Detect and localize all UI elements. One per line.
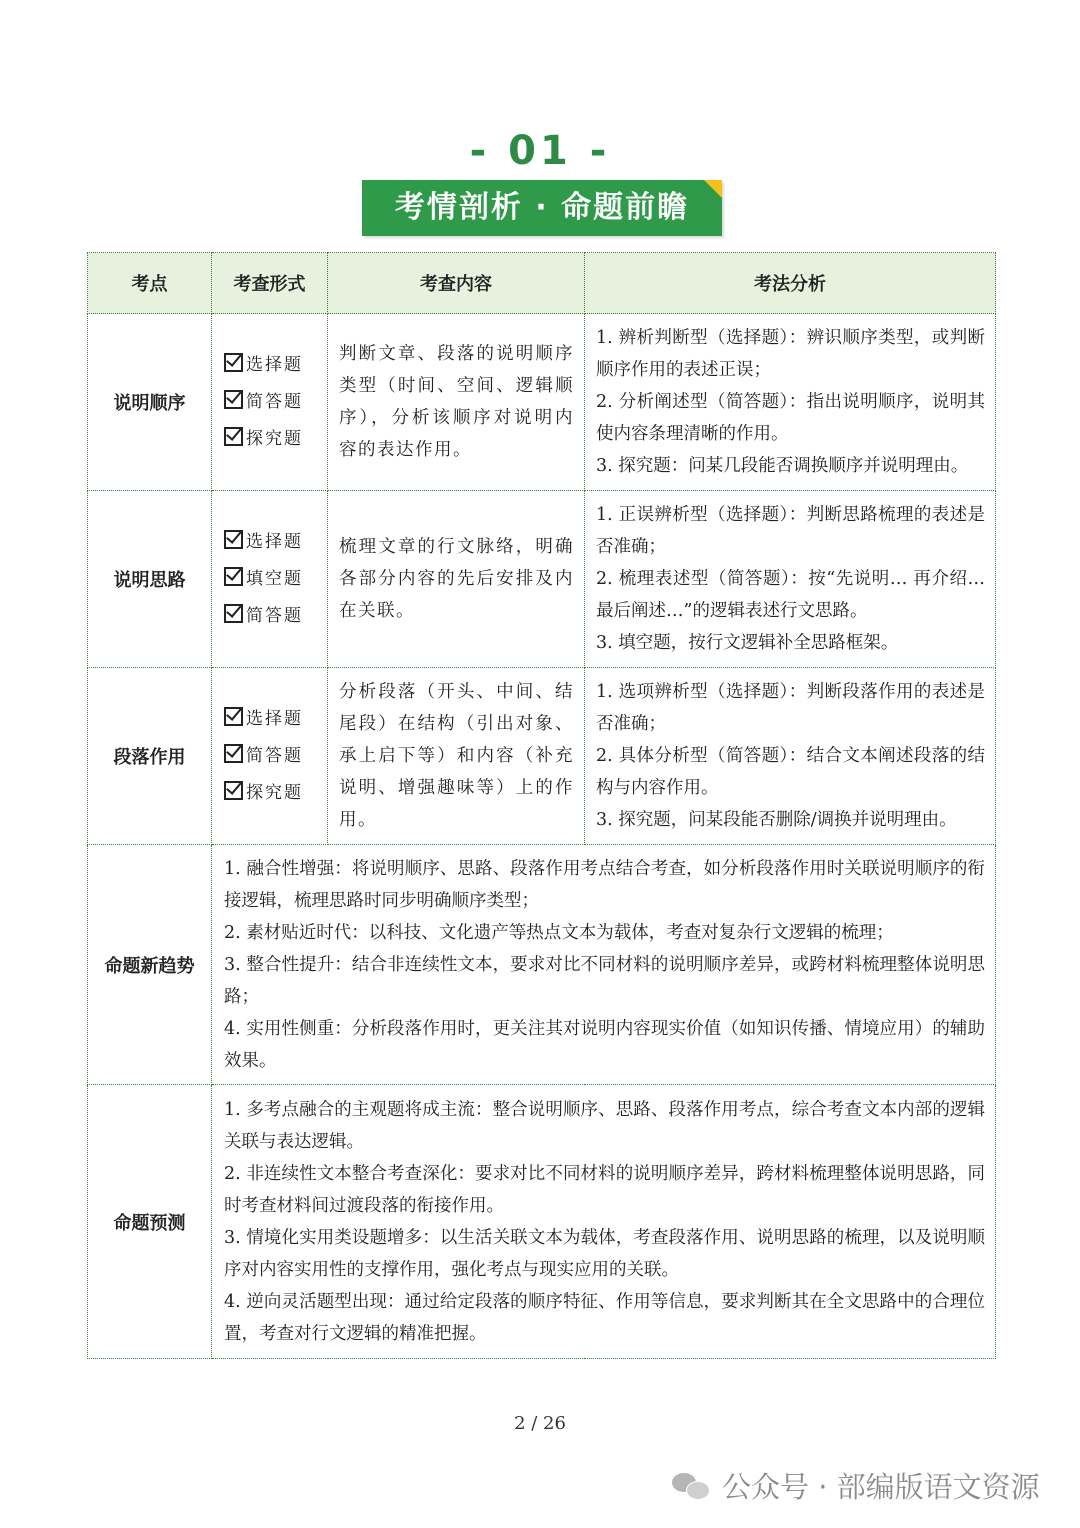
row-content: 分析段落（开头、中间、结尾段）在结构（引出对象、承上启下等）和内容（补充说明、增强趣味等）上的作用。	[328, 668, 585, 845]
row-analysis	[585, 314, 996, 491]
trend-item: 2. 素材贴近时代：以科技、文化遗产等热点文本为载体，考查对复杂行文逻辑的梳理；	[224, 922, 894, 943]
row-forms	[212, 491, 328, 668]
form-label: 探究题	[246, 428, 303, 449]
table-row	[88, 314, 996, 491]
row-content: 梳理文章的行文脉络，明确各部分内容的先后安排及内在关联。	[328, 491, 585, 668]
form-label: 简答题	[246, 745, 303, 766]
wechat-icon	[672, 1469, 712, 1501]
forecast-item: 1. 多考点融合的主观题将成主流：整合说明顺序、思路、段落作用考点，综合考查文本内部的逻辑关联与表达逻辑。	[224, 1099, 985, 1152]
row-forms	[212, 668, 328, 845]
analysis-item: 1. 正误辨析型（选择题）：判断思路梳理的表述是否准确；	[596, 505, 985, 557]
checkbox-checked-icon	[224, 567, 243, 586]
table-row	[88, 668, 996, 845]
trend-row	[88, 845, 996, 1085]
row-forms	[212, 314, 328, 491]
analysis-item: 1. 选项辨析型（选择题）：判断段落作用的表述是否准确；	[596, 682, 985, 734]
analysis-item: 1. 辨析判断型（选择题）：辨识顺序类型，或判断顺序作用的表述正误；	[596, 328, 985, 380]
analysis-item: 3. 探究题：问某几段能否调换顺序并说明理由。	[596, 456, 969, 476]
analysis-item: 3. 探究题，问某段能否删除/调换并说明理由。	[596, 810, 957, 830]
table-row	[88, 491, 996, 668]
trend-item: 3. 整合性提升：结合非连续性文本，要求对比不同材料的说明顺序差异，或跨材料梳理整体说明思路；	[224, 954, 985, 1007]
form-label: 选择题	[246, 531, 303, 552]
checkbox-checked-icon	[224, 530, 243, 549]
forecast-item: 2. 非连续性文本整合考查深化：要求对比不同材料的说明顺序差异，跨材料梳理整体说明思路，同时考查材料间过渡段落的衔接作用。	[224, 1163, 985, 1216]
trend-label: 命题新趋势	[88, 845, 212, 1085]
row-analysis	[585, 668, 996, 845]
page-number: 2 / 26	[514, 1413, 566, 1434]
forecast-row	[88, 1085, 996, 1359]
checkbox-checked-icon	[224, 781, 243, 800]
row-content: 判断文章、段落的说明顺序类型（时间、空间、逻辑顺序），分析该顺序对说明内容的表达作用。	[328, 314, 585, 491]
header-form: 考查形式	[212, 253, 328, 314]
row-point: 说明顺序	[88, 314, 212, 491]
analysis-item: 2. 具体分析型（简答题）：结合文本阐述段落的结构与内容作用。	[596, 746, 985, 798]
banner-corner-decoration	[704, 180, 722, 198]
analysis-item: 3. 填空题，按行文逻辑补全思路框架。	[596, 633, 899, 653]
section-banner	[362, 180, 722, 236]
checkbox-checked-icon	[224, 427, 243, 446]
watermark	[672, 1462, 1052, 1508]
watermark-text: 公众号 · 部编版语文资源	[722, 1469, 1040, 1504]
form-label: 简答题	[246, 605, 303, 626]
forecast-item: 3. 情境化实用类设题增多：以生活关联文本为载体，考查段落作用、说明思路的梳理，以及说明顺序对内容实用性的支撑作用，强化考点与现实应用的关联。	[224, 1227, 985, 1280]
checkbox-checked-icon	[224, 744, 243, 763]
table-header-row	[88, 253, 996, 314]
forecast-item: 4. 逆向灵活题型出现：通过给定段落的顺序特征、作用等信息，要求判断其在全文思路中的合理位置，考查对行文逻辑的精准把握。	[224, 1291, 985, 1344]
header-analysis: 考法分析	[585, 253, 996, 314]
forecast-label: 命题预测	[88, 1085, 212, 1359]
forecast-content	[212, 1085, 996, 1359]
form-label: 选择题	[246, 708, 303, 729]
form-label: 选择题	[246, 354, 303, 375]
header-content: 考查内容	[328, 253, 585, 314]
checkbox-checked-icon	[224, 707, 243, 726]
checkbox-checked-icon	[224, 353, 243, 372]
checkbox-checked-icon	[224, 390, 243, 409]
checkbox-checked-icon	[224, 604, 243, 623]
form-label: 简答题	[246, 391, 303, 412]
banner-title: 考情剖析 · 命题前瞻	[394, 190, 690, 225]
row-point: 段落作用	[88, 668, 212, 845]
exam-analysis-table	[87, 252, 996, 1359]
row-analysis	[585, 491, 996, 668]
form-label: 探究题	[246, 782, 303, 803]
trend-item: 4. 实用性侧重：分析段落作用时，更关注其对说明内容现实价值（如知识传播、情境应用）的辅助效果。	[224, 1018, 985, 1071]
analysis-item: 2. 分析阐述型（简答题）：指出说明顺序，说明其使内容条理清晰的作用。	[596, 392, 985, 444]
row-point: 说明思路	[88, 491, 212, 668]
form-label: 填空题	[246, 568, 303, 589]
section-number: - 01 -	[469, 128, 611, 174]
trend-content	[212, 845, 996, 1085]
trend-item: 1. 融合性增强：将说明顺序、思路、段落作用考点结合考查，如分析段落作用时关联说明顺序的衔接逻辑，梳理思路时同步明确顺序类型；	[224, 858, 985, 911]
analysis-item: 2. 梳理表述型（简答题）：按“先说明… 再介绍… 最后阐述…”的逻辑表述行文思路。	[596, 569, 985, 621]
header-point: 考点	[88, 253, 212, 314]
